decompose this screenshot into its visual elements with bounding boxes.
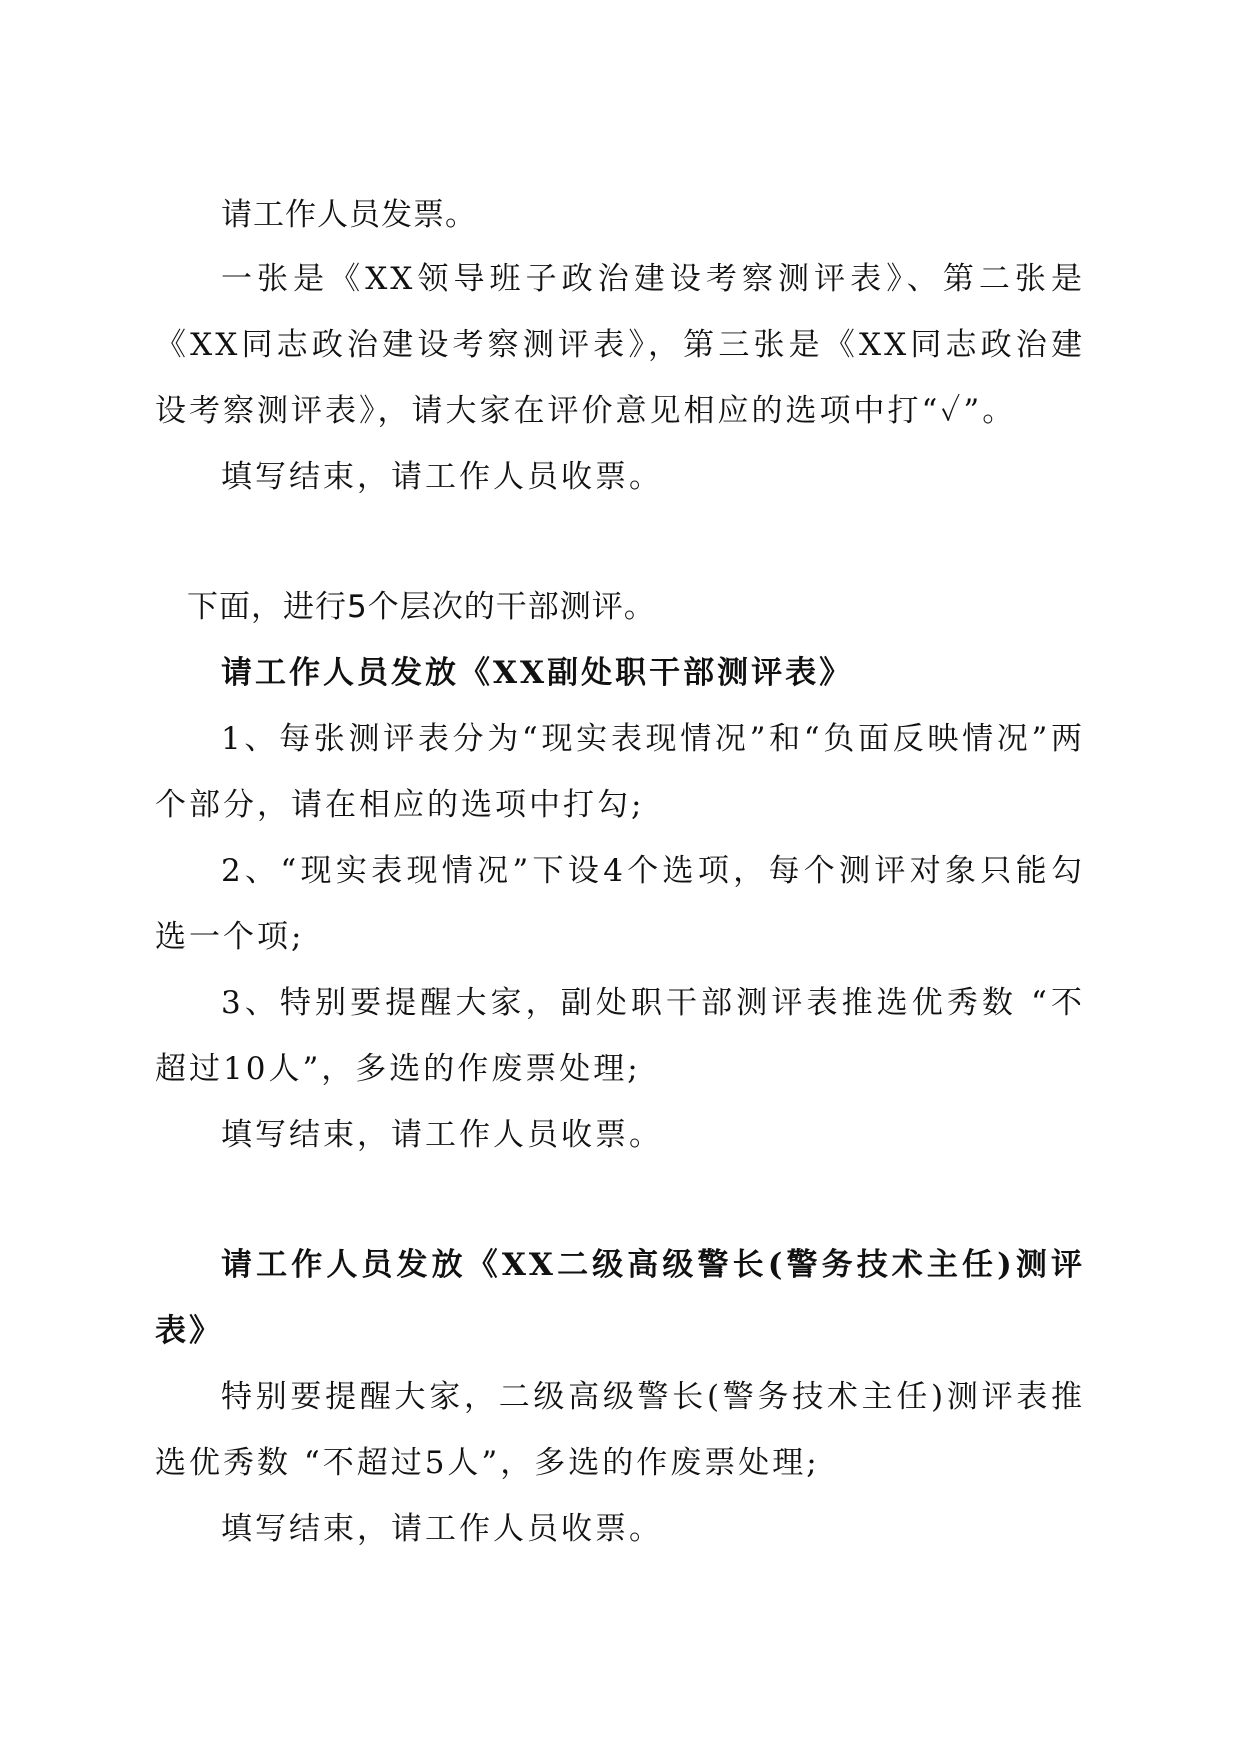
paragraph-rule-2: 2、“现实表现情况”下设4个选项，每个测评对象只能勾选一个项; — [155, 853, 1085, 955]
paragraph-ballot-forms: 一张是《XX领导班子政治建设考察测评表》、第二张是《XX同志政治建设考察测评表》，第三张是《XX同志政治建设考察测评表》，请大家在评价意见相应的选项中打“✓”。 — [155, 261, 1085, 429]
paragraph-issue-ballots: 请工作人员发票。 — [221, 197, 477, 233]
heading-deputy-division-form: 请工作人员发放《XX副处职干部测评表》 — [221, 655, 854, 691]
paragraph-senior-police-rule: 特别要提醒大家，二级高级警长(警务技术主任)测评表推选优秀数 “不超过5人”，多选的作废票处理; — [155, 1379, 1085, 1481]
paragraph-rule-3: 3、特别要提醒大家，副处职干部测评表推选优秀数 “不超过10人”，多选的作废票处理; — [155, 985, 1085, 1087]
paragraph-rule-1: 1、每张测评表分为“现实表现情况”和“负面反映情况”两个部分，请在相应的选项中打勾; — [155, 721, 1085, 823]
paragraph-cadre-evaluation-intro: 下面，进行5个层次的干部测评。 — [187, 589, 656, 625]
paragraph-collect-ballots-1: 填写结束，请工作人员收票。 — [221, 459, 663, 495]
paragraph-collect-ballots-2: 填写结束，请工作人员收票。 — [221, 1117, 663, 1153]
heading-senior-police-form: 请工作人员发放《XX二级高级警长(警务技术主任)测评表》 — [155, 1247, 1085, 1349]
paragraph-collect-ballots-3: 填写结束，请工作人员收票。 — [221, 1511, 663, 1547]
